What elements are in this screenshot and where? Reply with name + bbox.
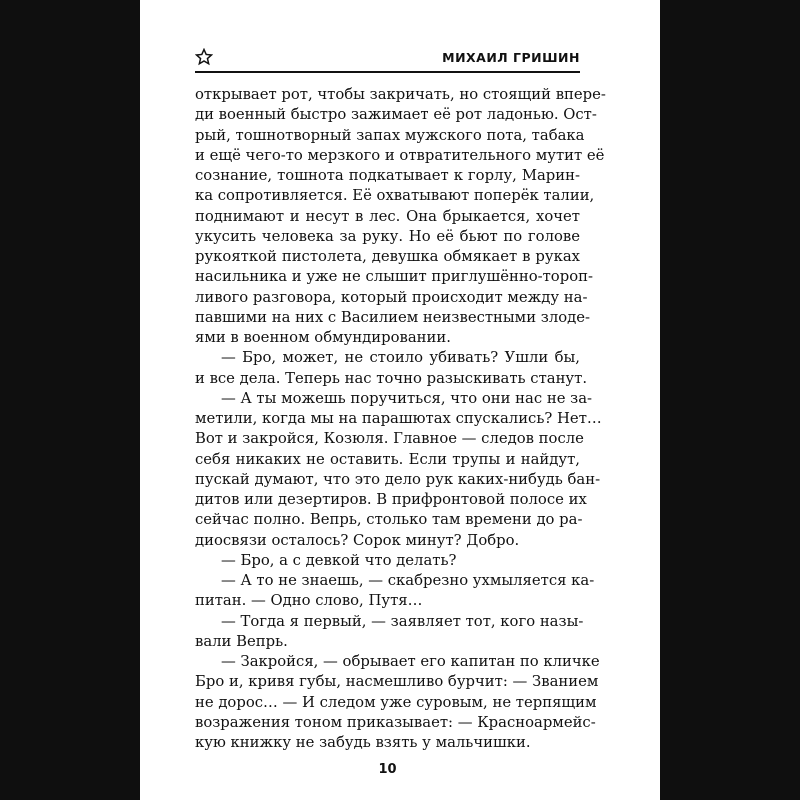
text-line: — А то не знаешь, — скабрезно ухмыляется ка- xyxy=(221,572,595,589)
text-line: пускай думают, что это дело рук каких-нибудь бан- xyxy=(195,470,601,488)
left-dark-border xyxy=(0,0,140,800)
text-line: открывает рот, чтобы закричать, но стоящий впере- xyxy=(195,86,606,103)
text-line: сейчас полно. Вепрь, столько там времени до ра- xyxy=(195,511,583,529)
page-number: 10 xyxy=(378,762,397,777)
text-line: и все дела. Теперь нас точно разыскивать станут. xyxy=(195,369,588,387)
text-line: насильника и уже не слышит приглушённо-тороп- xyxy=(195,268,593,286)
text-line: ливого разговора, который происходит между на- xyxy=(195,288,588,306)
text-line: Вот и закройся, Козюля. Главное — следов после xyxy=(195,430,584,448)
book-page xyxy=(150,0,650,800)
text-line: — А ты можешь поручиться, что они нас не за- xyxy=(221,389,593,407)
text-line: рукояткой пистолета, девушка обмякает в руках xyxy=(195,248,580,265)
text-line: диосвязи осталось? Сорок минут? Добро. xyxy=(195,531,520,549)
text-line: — Закройся, — обрывает его капитан по кличке xyxy=(221,653,600,670)
text-line: и ещё чего-то мерзкого и отвратительного мутит её xyxy=(195,146,605,164)
text-line: дитов или дезертиров. В прифронтовой полосе их xyxy=(195,491,587,508)
text-line: сознание, тошнота подкатывает к горлу, Марин- xyxy=(195,167,580,184)
header-rule xyxy=(195,71,580,73)
text-line: ями в военном обмундировании. xyxy=(195,329,451,346)
text-line: — Бро, а с девкой что делать? xyxy=(221,551,457,569)
text-line: Бро и, кривя губы, насмешливо бурчит: — Званием xyxy=(195,673,599,691)
star-outline-icon xyxy=(195,48,213,66)
text-line: питан. — Одно слово, Путя… xyxy=(195,592,423,610)
text-line: не дорос… — И следом уже суровым, не терпящим xyxy=(195,693,597,711)
text-line: вали Вепрь. xyxy=(195,632,288,650)
text-line: укусить человека за руку. Но её бьют по голове xyxy=(195,227,580,245)
text-line: — Тогда я первый, — заявляет тот, кого назы- xyxy=(221,612,584,630)
text-line: возражения тоном приказывает: — Красноармейс- xyxy=(195,713,596,731)
right-dark-border xyxy=(660,0,800,800)
text-line: рый, тошнотворный запах мужского пота, табака xyxy=(195,126,585,144)
text-line: — Бро, может, не стоило убивать? Ушли бы, xyxy=(221,349,580,367)
text-line: павшими на них с Василием неизвестными злоде- xyxy=(195,308,591,326)
author-name: МИХАИЛ ГРИШИН xyxy=(442,50,580,65)
text-line: ди военный быстро зажимает её рот ладонью. Ост- xyxy=(195,106,597,124)
text-line: ка сопротивляется. Её охватывают поперёк талии, xyxy=(195,187,595,205)
text-line: себя никаких не оставить. Если трупы и найдут, xyxy=(195,450,580,468)
text-line: метили, когда мы на парашютах спускались? Нет… xyxy=(195,410,602,427)
text-line: кую книжку не забудь взять у мальчишки. xyxy=(195,734,531,751)
text-line: поднимают и несут в лес. Она брыкается, хочет xyxy=(195,207,580,225)
running-header xyxy=(195,48,580,68)
body-text xyxy=(195,85,606,753)
